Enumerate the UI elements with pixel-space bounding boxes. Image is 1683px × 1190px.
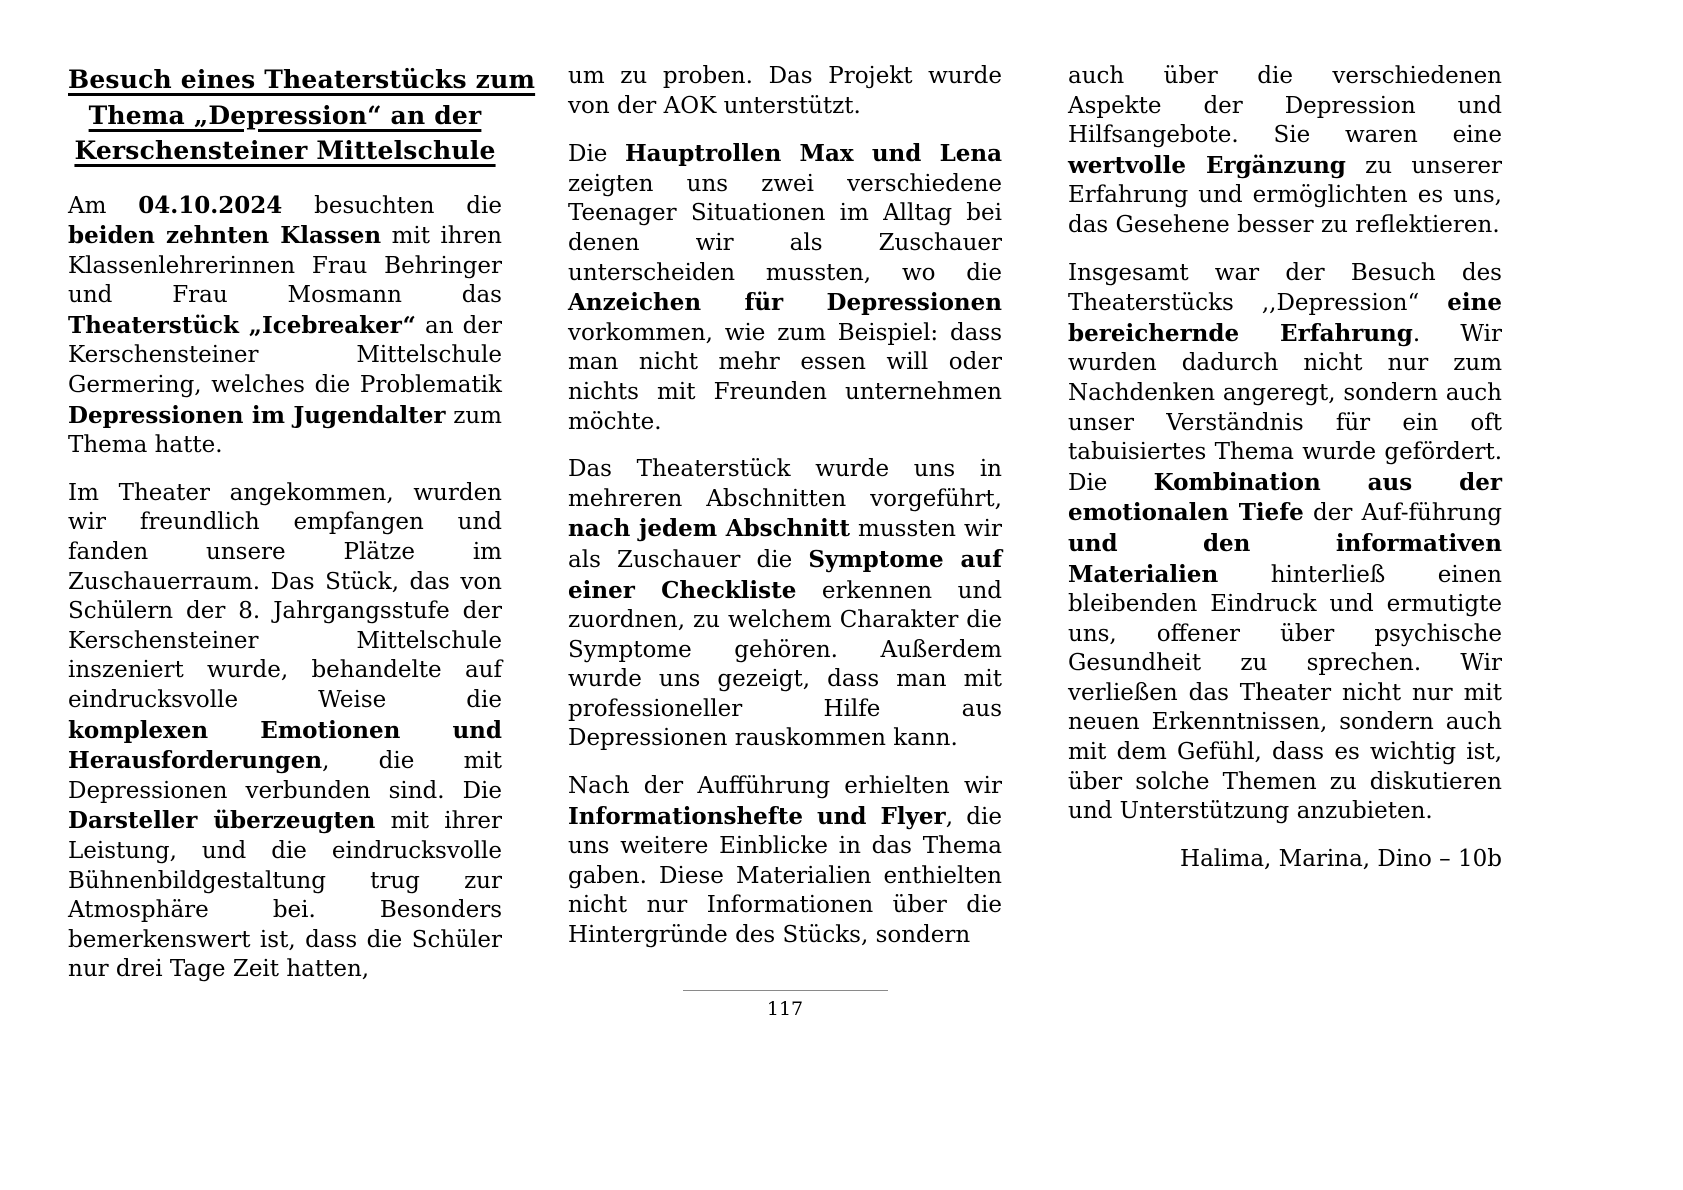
- paragraph-hauptrollen: Die Hauptrollen Max und Lena zeigten uns zwei verschiedene Teenager Situationen im Alltag bei denen wir als Zuschauer unterscheiden mussten, wo die Anzeichen für Depressionen vorkommen, wie zum Beispiel: dass man nicht mehr essen will oder nichts mit Freunden unternehmen möchte.: [568, 140, 1002, 435]
- paragraph-theater-arrival: Im Theater angekommen, wurden wir freundlich empfangen und fanden unsere Plätze im Zuschauerraum. Das Stück, das von Schülern der 8. Jahrgangsstufe der Kerschensteiner Mittelschule inszeniert wurde, behandelte auf eindrucksvolle Weise die komplexen Emotionen und Herausforderungen, die mit Depressionen verbunden sind. Die Darsteller überzeugten mit ihrer Leistung, und die eindrucksvolle Bühnenbildgestaltung trug zur Atmosphäre bei. Besonders bemerkenswert ist, dass die Schüler nur drei Tage Zeit hatten,: [68, 479, 502, 983]
- paragraph-abschnitte: Das Theaterstück wurde uns in mehreren Abschnitten vorgeführt, nach jedem Abschnitt mussten wir als Zuschauer die Symptome auf einer Checkliste erkennen und zuordnen, zu welchem Charakter die Symptome gehören. Außerdem wurde uns gezeigt, dass man mit professioneller Hilfe aus Depressionen rauskommen kann.: [568, 456, 1003, 752]
- page-number: 117: [766, 998, 804, 1020]
- article-title-line-2: Thema „Depression“ an der: [88, 100, 482, 130]
- article-title-line-3: Kerschensteiner Mittelschule: [74, 136, 496, 165]
- column-1: [68, 62, 536, 1003]
- paragraph-fazit: Insgesamt war der Besuch des Theaterstücks ,,Depression“ eine bereichernde Erfahrung. Wir wurden dadurch nicht nur zum Nachdenken angeregt, sondern auch unser Verständnis für ein oft tabuisiertes Thema wurde gefördert. Die Kombination aus der emotionalen Tiefe der Auf-führung und den informativen Materialien hinterließ einen bleibenden Eindruck und ermutigte uns, offener über psychische Gesundheit zu sprechen. Wir verließen das Theater nicht nur mit neuen Erkenntnissen, sondern auch mit dem Gefühl, dass es wichtig ist, über solche Themen zu diskutieren und Unterstützung anzubieten.: [1068, 259, 1503, 825]
- footer-rule: [683, 990, 888, 991]
- column-2: [568, 62, 1002, 1003]
- paragraph-informationshefte: Nach der Aufführung erhielten wir Informationshefte und Flyer, die uns weitere Einblicke in das Thema gaben. Diese Materialien enthielten nicht nur Informationen über die Hintergründe des Stücks, sondern: [568, 773, 1002, 949]
- paragraph-proben: um zu proben. Das Projekt wurde von der AOK unterstützt.: [568, 63, 1002, 119]
- paragraph-hilfsangebote: auch über die verschiedenen Aspekte der Depression und Hilfsangebote. Sie waren eine wertvolle Ergänzung zu unserer Erfahrung und ermöglichten es uns, das Gesehene besser zu reflektieren.: [1068, 63, 1502, 238]
- page-footer: [68, 990, 1502, 1021]
- column-3: [1068, 62, 1502, 1003]
- article-page: [68, 62, 1502, 1003]
- article-title-line-1: Besuch eines Theaterstücks zum: [68, 65, 536, 94]
- paragraph-intro: Am 04.10.2024 besuchten die beiden zehnten Klassen mit ihren Klassenlehrerinnen Frau Behringer und Frau Mosmann das Theaterstück „Icebreaker“ an der Kerschensteiner Mittelschule Germering, welches die Problematik Depressionen im Jugendalter zum Thema hatte.: [68, 191, 502, 459]
- byline: Halima, Marina, Dino – 10b: [1180, 845, 1502, 872]
- article-title: [68, 62, 536, 169]
